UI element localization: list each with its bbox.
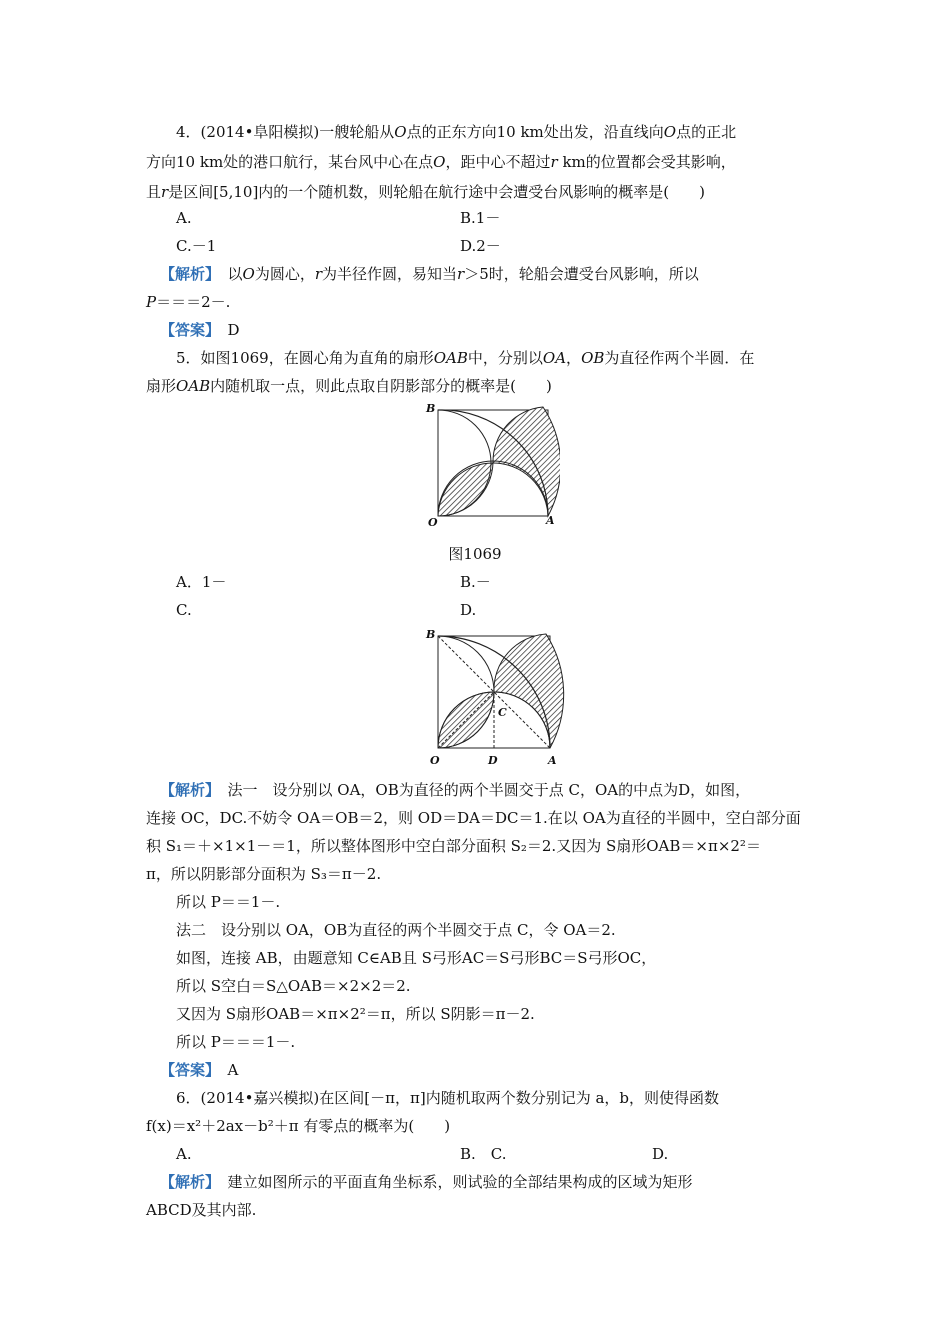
q6-line-1: 6．(2014•嘉兴模拟)在区间[－π，π]内随机取两个数分别记为 a，b，则使得函数 xyxy=(176,1089,720,1107)
figure-caption: 图1069 xyxy=(448,545,502,563)
q5-analysis-l9: 又因为 S扇形OAB＝×π×2²＝π，所以 S阴影＝π－2. xyxy=(176,1005,535,1023)
q4-line-2: 方向10 km处的港口航行，某台风中心在点O，距中心不超过r km的位置都会受其影响， xyxy=(146,153,736,171)
q5-analysis-l10: 所以 P＝＝＝1－. xyxy=(176,1033,296,1051)
q5-option-d: D. xyxy=(460,601,477,619)
q6-analysis: 【解析】 建立如图所示的平面直角坐标系，则试验的全部结果构成的区域为矩形 xyxy=(160,1173,693,1191)
q6-line-2: f(x)＝x²＋2ax－b²＋π 有零点的概率为( ) xyxy=(146,1117,451,1135)
label-o: O xyxy=(430,754,440,767)
q5-analysis-l2: 连接 OC，DC.不妨令 OA＝OB＝2，则 OD＝DA＝DC＝1.在以 OA为直径的半圆中，空白部分面 xyxy=(146,809,801,827)
q5-line-1: 5．如图1069，在圆心角为直角的扇形OAB中，分别以OA，OB为直径作两个半圆．在 xyxy=(176,349,755,367)
analysis-tag: 【解析】 xyxy=(160,1173,213,1191)
analysis-tag: 【解析】 xyxy=(160,265,213,283)
q5-option-a: A．1－ xyxy=(176,573,227,591)
figure-1069 xyxy=(420,400,560,532)
q5-option-c: C. xyxy=(176,601,192,619)
q6-option-bc: B. C. xyxy=(460,1145,507,1163)
q4-line-3: 且r是区间[5,10]内的一个随机数，则轮船在航行途中会遭受台风影响的概率是( ) xyxy=(146,183,705,201)
figure-solution xyxy=(420,624,565,770)
q4-analysis: 【解析】 以O为圆心，r为半径作圆，易知当r＞5时，轮船会遭受台风影响，所以 xyxy=(160,265,699,283)
upper-shaded-region xyxy=(494,634,564,748)
label-d: D xyxy=(488,754,498,767)
label-c: C xyxy=(498,706,507,719)
q5-line-2: 扇形OAB内随机取一点，则此点取自阴影部分的概率是( ) xyxy=(146,377,552,395)
q4-option-a: A. xyxy=(176,209,192,227)
q5-analysis-l3: 积 S₁＝＋×1×1－＝1，所以整体图形中空白部分面积 S₂＝2.又因为 S扇形OAB＝×π×2²＝ xyxy=(146,837,761,855)
answer-tag: 【答案】 xyxy=(160,321,213,339)
q5-option-b: B.－ xyxy=(460,573,491,591)
q4-analysis-line-2: P＝＝＝2－. xyxy=(146,293,231,311)
q5-analysis: 【解析】 法一 设分别以 OA，OB为直径的两个半圆交于点 C，OA的中点为D，如图， xyxy=(160,781,751,799)
q5-analysis-l5: 所以 P＝＝1－. xyxy=(176,893,281,911)
label-a: A xyxy=(548,754,557,767)
q5-answer: 【答案】 A xyxy=(160,1061,239,1079)
q4-line-1: 4．(2014•阜阳模拟)一艘轮船从O点的正东方向10 km处出发，沿直线向O点的正北 xyxy=(176,123,737,141)
label-b: B xyxy=(426,402,436,415)
q6-option-d: D. xyxy=(652,1145,669,1163)
analysis-tag: 【解析】 xyxy=(160,781,213,799)
q5-analysis-l8: 所以 S空白＝S△OAB＝×2×2＝2. xyxy=(176,977,411,995)
label-b: B xyxy=(426,628,436,641)
label-o: O xyxy=(428,516,438,529)
q5-analysis-l7: 如图，连接 AB，由题意知 C∈AB且 S弓形AC＝S弓形BC＝S弓形OC， xyxy=(176,949,657,967)
q4-option-b: B.1－ xyxy=(460,209,501,227)
q4-answer: 【答案】 D xyxy=(160,321,240,339)
q6-option-a: A. xyxy=(176,1145,192,1163)
q4-option-d: D.2－ xyxy=(460,237,501,255)
answer-tag: 【答案】 xyxy=(160,1061,213,1079)
q6-analysis-l2: ABCD及其内部. xyxy=(146,1201,257,1219)
label-a: A xyxy=(546,514,555,527)
q4-option-c: C.－1 xyxy=(176,237,217,255)
q5-analysis-l6: 法二 设分别以 OA，OB为直径的两个半圆交于点 C，令 OA＝2. xyxy=(176,921,616,939)
q5-analysis-l4: π，所以阴影部分面积为 S₃＝π－2. xyxy=(146,865,382,883)
